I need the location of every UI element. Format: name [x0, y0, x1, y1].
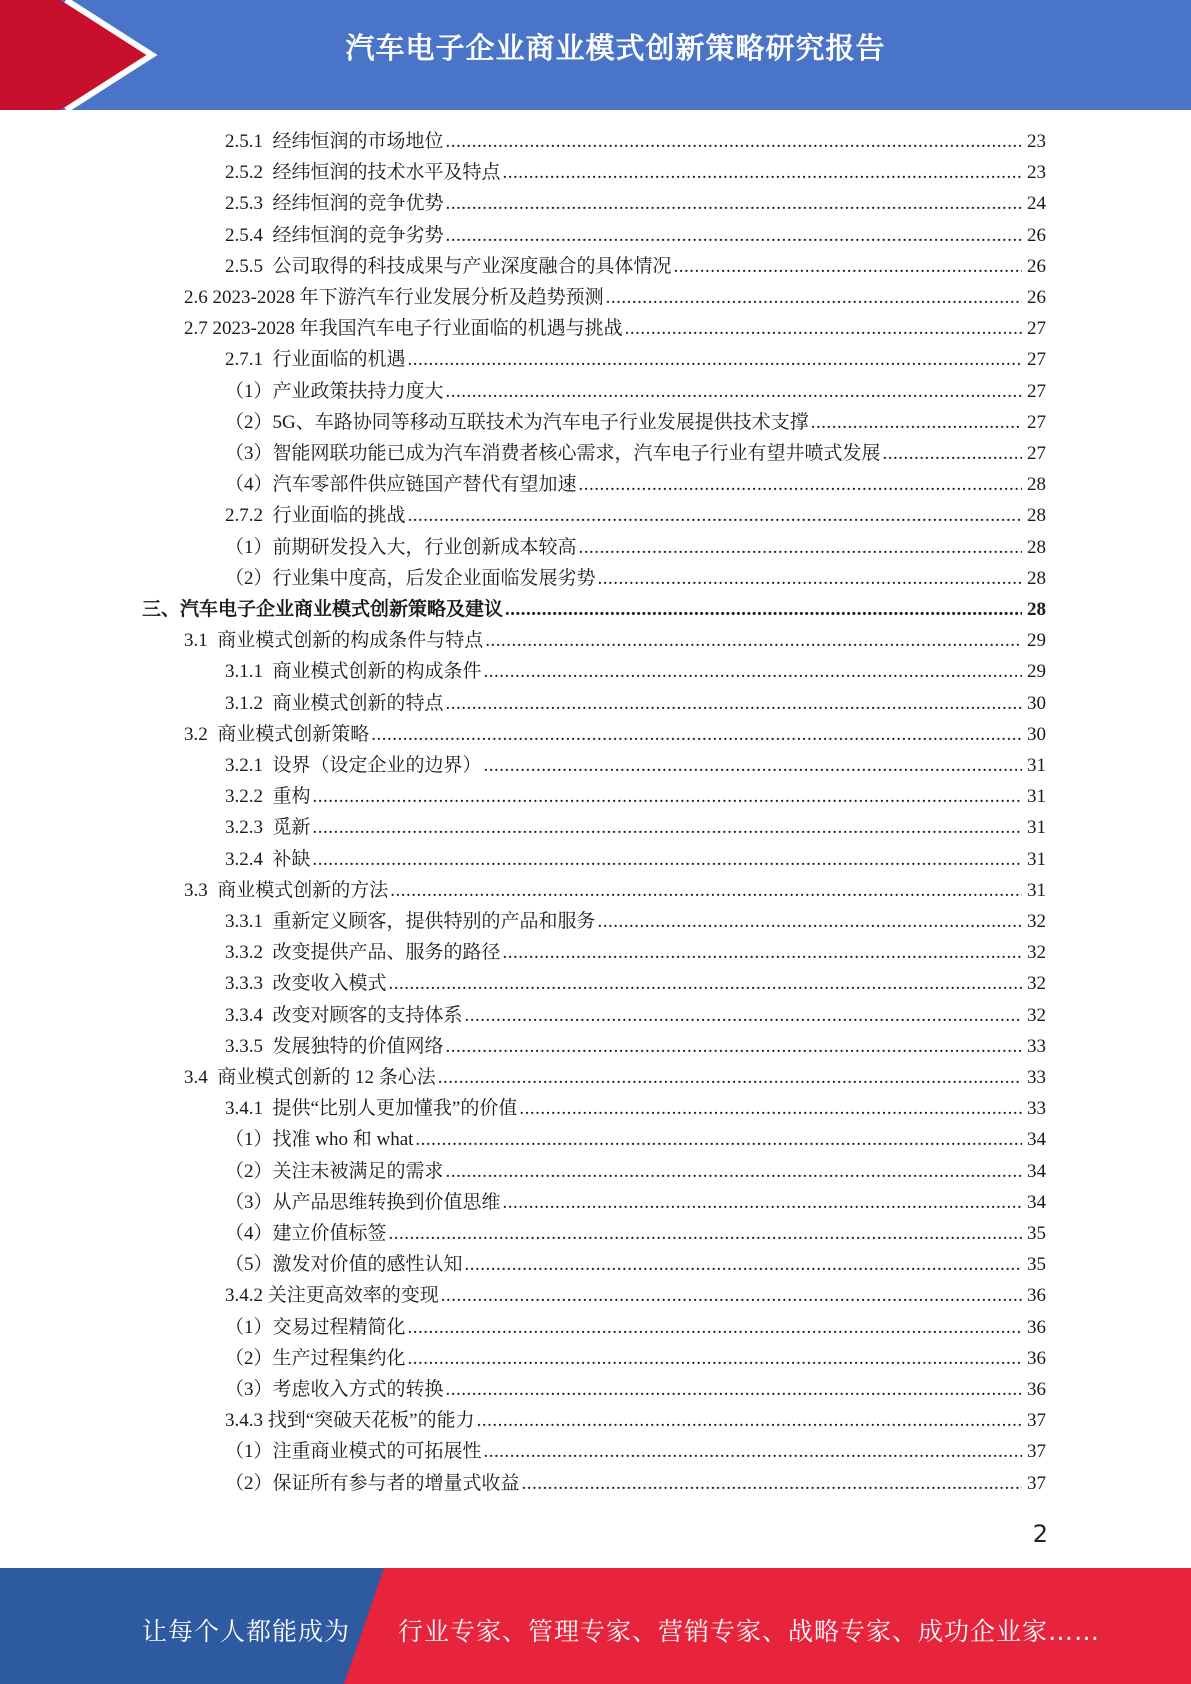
toc-dot-leader: [446, 1374, 1022, 1405]
toc-entry[interactable]: [225, 844, 1046, 875]
toc-entry[interactable]: [225, 1343, 1046, 1374]
toc-entry-title: 改变提供产品、服务的路径: [272, 942, 501, 963]
toc-dot-leader: [883, 438, 1022, 469]
toc-entry-title: 建立价值标签: [272, 1223, 387, 1244]
toc-entry-title: 5G、车路协同等移动互联技术为汽车电子行业发展提供技术支撑: [272, 412, 809, 433]
toc-entry[interactable]: [142, 594, 1046, 625]
toc-entry[interactable]: [225, 469, 1046, 500]
page-header: [0, 0, 1191, 110]
toc-entry-page: 35: [1027, 1254, 1046, 1275]
toc-entry[interactable]: [225, 968, 1046, 999]
toc-entry[interactable]: [225, 656, 1046, 687]
toc-entry-title: 补缺: [272, 849, 311, 870]
toc-entry[interactable]: [225, 1187, 1046, 1218]
toc-entry-page: 33: [1027, 1098, 1046, 1119]
toc-dot-leader: [484, 1436, 1022, 1467]
toc-entry-title: 公司取得的科技成果与产业深度融合的具体情况: [272, 256, 672, 277]
toc-entry-page: 31: [1027, 755, 1046, 776]
toc-entry[interactable]: [225, 563, 1046, 594]
toc-entry-number: （3）: [225, 443, 273, 464]
toc-dot-leader: [446, 1031, 1022, 1062]
toc-entry-number: 3.4: [184, 1067, 218, 1088]
toc-entry-number: 3.3.2: [225, 942, 273, 963]
toc-dot-leader: [389, 1218, 1022, 1249]
toc-entry-page: 32: [1027, 942, 1046, 963]
toc-dot-leader: [441, 1280, 1022, 1311]
toc-entry-page: 27: [1027, 443, 1046, 464]
toc-entry[interactable]: [184, 719, 1046, 750]
toc-entry[interactable]: [225, 1093, 1046, 1124]
toc-entry-page: 37: [1027, 1473, 1046, 1494]
toc-dot-leader: [415, 1124, 1022, 1155]
toc-dot-leader: [505, 594, 1022, 625]
toc-entry-page: 31: [1027, 849, 1046, 870]
toc-entry-title: 经纬恒润的竞争优势: [272, 193, 444, 214]
toc-entry[interactable]: [184, 875, 1046, 906]
toc-dot-leader: [446, 126, 1022, 157]
toc-dot-leader: [313, 844, 1022, 875]
toc-entry-page: 37: [1027, 1441, 1046, 1462]
toc-entry-page: 28: [1027, 599, 1046, 620]
toc-dot-leader: [446, 1156, 1022, 1187]
toc-dot-leader: [598, 563, 1022, 594]
toc-entry-page: 36: [1027, 1317, 1046, 1338]
toc-entry[interactable]: [225, 438, 1046, 469]
toc-entry[interactable]: [225, 407, 1046, 438]
page-footer: [0, 1568, 1191, 1684]
toc-dot-leader: [674, 251, 1022, 282]
toc-entry-number: 3.2.3: [225, 817, 273, 838]
toc-entry-number: 2.6: [184, 287, 213, 308]
toc-entry-title: 考虑收入方式的转换: [272, 1379, 444, 1400]
toc-dot-leader: [625, 313, 1022, 344]
toc-entry-page: 27: [1027, 381, 1046, 402]
toc-entry[interactable]: [225, 937, 1046, 968]
toc-entry-page: 31: [1027, 786, 1046, 807]
toc-dot-leader: [408, 344, 1022, 375]
toc-entry-title: 商业模式创新策略: [217, 724, 370, 745]
toc-entry-number: 3.3.4: [225, 1005, 273, 1026]
toc-dot-leader: [313, 812, 1022, 843]
toc-entry-page: 27: [1027, 349, 1046, 370]
toc-entry[interactable]: [225, 157, 1046, 188]
toc-entry-number: 3.1.2: [225, 693, 273, 714]
toc-entry-page: 34: [1027, 1161, 1046, 1182]
toc-entry-page: 30: [1027, 693, 1046, 714]
toc-entry-number: 3.2.1: [225, 755, 273, 776]
toc-entry-title: 2023-2028 年我国汽车电子行业面临的机遇与挑战: [212, 318, 623, 339]
toc-entry[interactable]: [225, 1031, 1046, 1062]
toc-entry-number: （2）: [225, 1161, 273, 1182]
toc-entry-page: 24: [1027, 193, 1046, 214]
toc-entry-number: 2.5.4: [225, 225, 273, 246]
toc-entry-page: 36: [1027, 1348, 1046, 1369]
toc-entry[interactable]: [225, 1374, 1046, 1405]
toc-dot-leader: [484, 750, 1022, 781]
toc-dot-leader: [408, 1343, 1022, 1374]
toc-entry-number: （2）: [225, 1348, 273, 1369]
toc-entry-number: 3.2.4: [225, 849, 273, 870]
toc-dot-leader: [606, 282, 1022, 313]
toc-entry-number: 3.2: [184, 724, 218, 745]
toc-entry-number: （1）: [225, 1317, 273, 1338]
toc-entry-page: 33: [1027, 1036, 1046, 1057]
toc-entry-page: 36: [1027, 1379, 1046, 1400]
toc-entry-number: （4）: [225, 1223, 273, 1244]
toc-entry-page: 28: [1027, 474, 1046, 495]
toc-entry-number: （3）: [225, 1379, 273, 1400]
toc-entry-page: 37: [1027, 1410, 1046, 1431]
toc-entry-page: 29: [1027, 630, 1046, 651]
toc-entry-title: 产业政策扶持力度大: [272, 381, 444, 402]
toc-entry[interactable]: [225, 344, 1046, 375]
toc-dot-leader: [503, 1187, 1022, 1218]
toc-entry-title: 2023-2028 年下游汽车行业发展分析及趋势预测: [212, 287, 604, 308]
toc-entry[interactable]: [225, 1156, 1046, 1187]
toc-dot-leader: [389, 968, 1022, 999]
toc-entry-title: 经纬恒润的技术水平及特点: [272, 162, 501, 183]
toc-dot-leader: [503, 937, 1022, 968]
toc-entry-number: 3.3: [184, 880, 218, 901]
report-title: 汽车电子企业商业模式创新策略研究报告: [345, 31, 886, 65]
toc-entry-page: 35: [1027, 1223, 1046, 1244]
toc-dot-leader: [390, 875, 1022, 906]
toc-entry-number: 2.5.5: [225, 256, 273, 277]
toc-entry-title: 汽车零部件供应链国产替代有望加速: [272, 474, 577, 495]
toc-entry-number: （1）: [225, 1441, 273, 1462]
toc-entry-page: 26: [1027, 287, 1046, 308]
page-number: 2: [1032, 1520, 1048, 1548]
toc-entry-number: 2.5.3: [225, 193, 273, 214]
toc-entry[interactable]: [225, 376, 1046, 407]
toc-dot-leader: [477, 1405, 1022, 1436]
toc-dot-leader: [484, 656, 1022, 687]
toc-dot-leader: [485, 625, 1022, 656]
toc-entry-page: 28: [1027, 505, 1046, 526]
toc-entry[interactable]: [225, 1468, 1046, 1499]
toc-dot-leader: [446, 220, 1022, 251]
toc-entry[interactable]: [225, 688, 1046, 719]
toc-entry-number: 2.7.2: [225, 505, 273, 526]
toc-entry[interactable]: [225, 1218, 1046, 1249]
toc-entry-title: 激发对价值的感性认知: [272, 1254, 463, 1275]
toc-entry-title: 找准 who 和 what: [272, 1129, 414, 1150]
toc-entry-page: 26: [1027, 225, 1046, 246]
toc-entry-page: 28: [1027, 537, 1046, 558]
toc-entry-page: 34: [1027, 1129, 1046, 1150]
toc-entry-page: 27: [1027, 318, 1046, 339]
toc-entry-page: 31: [1027, 817, 1046, 838]
footer-slogan-left: 让每个人都能成为: [142, 1617, 351, 1646]
toc-entry-title: 智能网联功能已成为汽车消费者核心需求，汽车电子行业有望井喷式发展: [272, 443, 881, 464]
toc-entry-title: 汽车电子企业商业模式创新策略及建议: [180, 599, 504, 620]
toc-dot-leader: [522, 1468, 1022, 1499]
toc-entry-number: （2）: [225, 1473, 273, 1494]
toc-entry-title: 保证所有参与者的增量式收益: [272, 1473, 520, 1494]
toc-entry-title: 行业集中度高，后发企业面临发展劣势: [272, 568, 596, 589]
toc-entry-number: （2）: [225, 412, 273, 433]
toc-entry[interactable]: [184, 282, 1046, 313]
toc-entry-page: 32: [1027, 1005, 1046, 1026]
toc-entry[interactable]: [225, 188, 1046, 219]
toc-entry-title: 经纬恒润的市场地位: [272, 131, 444, 152]
toc-entry-title: 经纬恒润的竞争劣势: [272, 225, 444, 246]
toc-entry-number: 2.5.1: [225, 131, 273, 152]
toc-entry-title: 觅新: [272, 817, 311, 838]
toc-dot-leader: [446, 688, 1022, 719]
toc-entry-number: （2）: [225, 568, 273, 589]
toc-entry-number: 3.1: [184, 630, 218, 651]
toc-entry-page: 23: [1027, 131, 1046, 152]
toc-entry-number: 3.3.5: [225, 1036, 273, 1057]
toc-entry-number: 3.4.1: [225, 1098, 273, 1119]
toc-entry-page: 34: [1027, 1192, 1046, 1213]
toc-entry-title: 重构: [272, 786, 311, 807]
toc-entry-page: 26: [1027, 256, 1046, 277]
toc-entry[interactable]: [225, 906, 1046, 937]
toc-dot-leader: [465, 1249, 1022, 1280]
toc-entry-number: 3.4.2: [225, 1285, 268, 1306]
toc-entry-page: 30: [1027, 724, 1046, 745]
toc-entry-page: 32: [1027, 973, 1046, 994]
toc-entry-title: 设界（设定企业的边界）: [272, 755, 482, 776]
toc-entry[interactable]: [225, 532, 1046, 563]
toc-entry[interactable]: [225, 1249, 1046, 1280]
toc-entry-title: 商业模式创新的构成条件: [272, 661, 482, 682]
toc-entry[interactable]: [184, 625, 1046, 656]
toc-entry-title: 交易过程精简化: [272, 1317, 406, 1338]
toc-entry-number: 3.3.3: [225, 973, 273, 994]
toc-dot-leader: [446, 376, 1022, 407]
toc-entry-title: 重新定义顾客，提供特别的产品和服务: [272, 911, 596, 932]
toc-dot-leader: [579, 469, 1022, 500]
toc-entry-number: 2.7.1: [225, 349, 273, 370]
toc-entry[interactable]: [225, 1280, 1046, 1311]
toc-entry-title: 关注更高效率的变现: [267, 1285, 439, 1306]
toc-entry[interactable]: [184, 1062, 1046, 1093]
toc-entry-number: 3.4.3: [225, 1410, 268, 1431]
toc-entry[interactable]: [225, 1436, 1046, 1467]
toc-entry-title: 提供“比别人更加懂我”的价值: [272, 1098, 518, 1119]
toc-dot-leader: [408, 500, 1022, 531]
toc-entry-number: 3.2.2: [225, 786, 273, 807]
toc-dot-leader: [408, 1312, 1022, 1343]
toc-entry-number: （4）: [225, 474, 273, 495]
toc-entry[interactable]: [225, 1405, 1046, 1436]
toc-dot-leader: [503, 157, 1022, 188]
toc-entry-number: （1）: [225, 537, 273, 558]
toc-entry[interactable]: [225, 126, 1046, 157]
toc-dot-leader: [519, 1093, 1022, 1124]
toc-entry-title: 前期研发投入大，行业创新成本较高: [272, 537, 577, 558]
toc-entry-page: 33: [1027, 1067, 1046, 1088]
toc-dot-leader: [811, 407, 1022, 438]
toc-entry-title: 从产品思维转换到价值思维: [272, 1192, 501, 1213]
toc-dot-leader: [438, 1062, 1022, 1093]
toc-dot-leader: [598, 906, 1022, 937]
toc-entry-title: 改变收入模式: [272, 973, 387, 994]
toc-entry-title: 关注未被满足的需求: [272, 1161, 444, 1182]
toc-entry[interactable]: [184, 313, 1046, 344]
toc-entry-page: 23: [1027, 162, 1046, 183]
toc-entry-title: 行业面临的挑战: [272, 505, 406, 526]
toc-dot-leader: [465, 1000, 1022, 1031]
toc-entry[interactable]: [225, 1124, 1046, 1155]
toc-entry-page: 29: [1027, 661, 1046, 682]
toc-entry-number: （3）: [225, 1192, 273, 1213]
toc-entry-page: 31: [1027, 880, 1046, 901]
toc-entry-number: 2.7: [184, 318, 213, 339]
toc-entry-title: 商业模式创新的 12 条心法: [217, 1067, 436, 1088]
toc-entry-title: 发展独特的价值网络: [272, 1036, 444, 1057]
toc-entry[interactable]: [225, 500, 1046, 531]
toc-dot-leader: [371, 719, 1022, 750]
toc-entry-number: （1）: [225, 381, 273, 402]
toc-entry-page: 32: [1027, 911, 1046, 932]
toc-entry-number: （5）: [225, 1254, 273, 1275]
toc-entry[interactable]: [225, 220, 1046, 251]
toc-entry-title: 商业模式创新的构成条件与特点: [217, 630, 484, 651]
toc-entry-number: 3.1.1: [225, 661, 273, 682]
toc-dot-leader: [313, 781, 1022, 812]
toc-entry[interactable]: [225, 1000, 1046, 1031]
toc-entry-number: （1）: [225, 1129, 273, 1150]
toc-entry-page: 27: [1027, 412, 1046, 433]
toc-entry-title: 生产过程集约化: [272, 1348, 406, 1369]
toc-entry-title: 行业面临的机遇: [272, 349, 406, 370]
toc-entry[interactable]: [225, 750, 1046, 781]
toc-entry-page: 28: [1027, 568, 1046, 589]
toc-dot-leader: [579, 532, 1022, 563]
toc-entry-title: 改变对顾客的支持体系: [272, 1005, 463, 1026]
toc-entry-title: 注重商业模式的可拓展性: [272, 1441, 482, 1462]
toc-entry[interactable]: [225, 1312, 1046, 1343]
toc-entry-title: 商业模式创新的方法: [217, 880, 389, 901]
footer-slogan-right: 行业专家、管理专家、营销专家、战略专家、成功企业家……: [398, 1617, 1101, 1646]
toc-entry-number: 3.3.1: [225, 911, 273, 932]
toc-dot-leader: [446, 188, 1022, 219]
toc-entry-title: 商业模式创新的特点: [272, 693, 444, 714]
toc-entry[interactable]: [225, 251, 1046, 282]
toc-entry-page: 36: [1027, 1285, 1046, 1306]
toc-entry-title: 找到“突破天花板”的能力: [267, 1410, 475, 1431]
toc-entry[interactable]: [225, 812, 1046, 843]
toc-entry-number: 2.5.2: [225, 162, 273, 183]
toc-entry[interactable]: [225, 781, 1046, 812]
toc-entry-number: 三、: [142, 599, 181, 620]
